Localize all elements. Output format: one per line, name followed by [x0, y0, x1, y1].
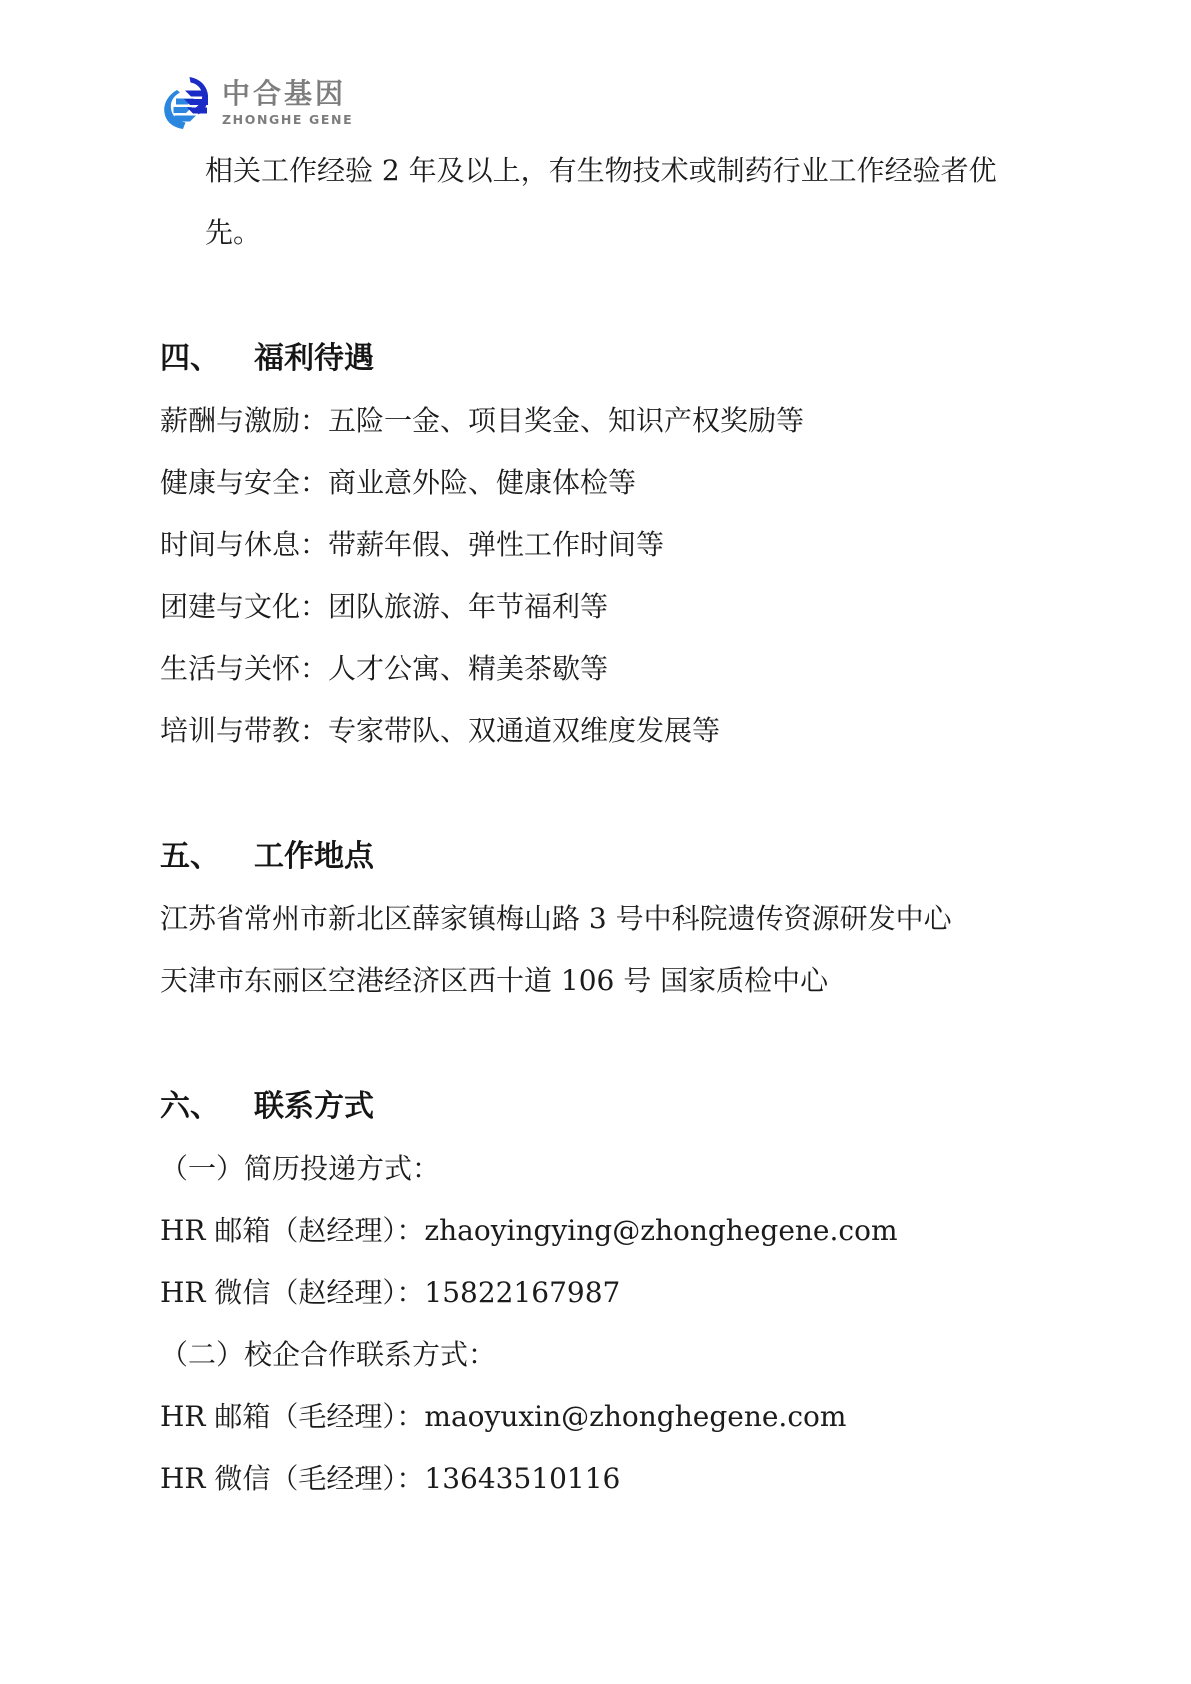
contact-wechat-mao: HR 微信（毛经理）：13643510116: [160, 1462, 621, 1495]
intro-paragraph: [160, 140, 1131, 264]
section-location-heading: [160, 826, 1131, 888]
benefit-line-living: 生活与关怀：人才公寓、精美茶歇等: [160, 652, 609, 685]
company-logo: [160, 76, 1131, 130]
contact-wechat-zhao: HR 微信（赵经理）：15822167987: [160, 1276, 621, 1309]
intro-line-2: 先。: [205, 216, 262, 249]
logo-wordmark: [222, 79, 353, 126]
contact-subheading-resume: （一）简历投递方式：: [160, 1152, 441, 1185]
intro-line-1: 相关工作经验 2 年及以上，有生物技术或制药行业工作经验者优: [205, 154, 997, 187]
benefit-line-salary: 薪酬与激励：五险一金、项目奖金、知识产权奖励等: [160, 404, 805, 437]
section-title: 福利待遇: [254, 341, 374, 376]
dna-helix-logo-icon: [160, 77, 212, 129]
contact-subheading-cooperation: （二）校企合作联系方式：: [160, 1338, 497, 1371]
section-number: 四、: [160, 341, 220, 376]
section-benefits: [160, 328, 1131, 762]
section-title: 联系方式: [254, 1089, 374, 1124]
benefit-line-time: 时间与休息：带薪年假、弹性工作时间等: [160, 528, 665, 561]
section-contact: [160, 1076, 1131, 1510]
section-work-location: [160, 826, 1131, 1012]
section-number: 五、: [160, 839, 220, 874]
logo-company-name-cn: 中合基因: [222, 77, 347, 111]
logo-company-name-en: ZHONGHE GENE: [222, 111, 354, 127]
benefit-line-training: 培训与带教：专家带队、双通道双维度发展等: [160, 714, 721, 747]
section-benefits-heading: [160, 328, 1131, 390]
section-title: 工作地点: [254, 839, 374, 874]
section-number: 六、: [160, 1089, 220, 1124]
contact-email-zhao: HR 邮箱（赵经理）：zhaoyingying@zhonghegene.com: [160, 1214, 898, 1247]
benefit-line-health: 健康与安全：商业意外险、健康体检等: [160, 466, 637, 499]
location-line-tianjin: 天津市东丽区空港经济区西十道 106 号 国家质检中心: [160, 964, 829, 997]
contact-email-mao: HR 邮箱（毛经理）：maoyuxin@zhonghegene.com: [160, 1400, 847, 1433]
benefit-line-culture: 团建与文化：团队旅游、年节福利等: [160, 590, 609, 623]
section-contact-heading: [160, 1076, 1131, 1138]
location-line-changzhou: 江苏省常州市新北区薛家镇梅山路 3 号中科院遗传资源研发中心: [160, 902, 952, 935]
